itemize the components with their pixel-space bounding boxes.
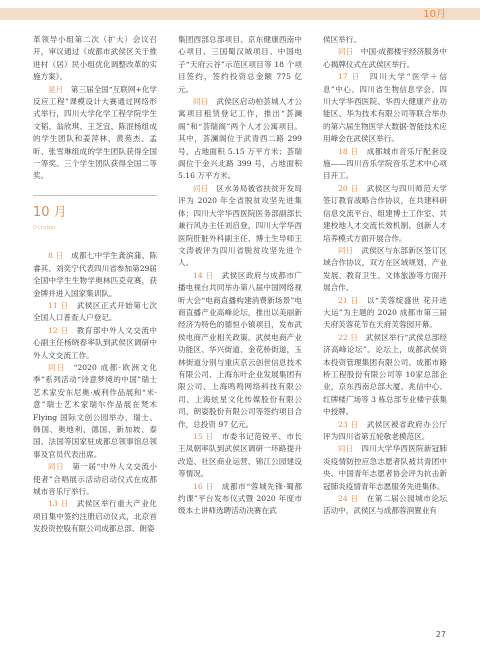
entry-text: 武侯区政府与成都市广播电视台共同举办第八届中国网络视听大会“电商直播构建消费新场景”电商直播产业高峰论坛，推出以美丽新经济为特色的德恒小镇项目，发布武侯电商产业相关政策。武侯电商产业功能区、华兴街道、金花桥街道，玉林街道分别与重庆京云创世信息技术有限公司、上海东叶企业发展集团有限公司、上海鸣鸣网络科技有限公司、上海炫星文化传媒股份有限公司、朗姿股份有限公司等签约项目合作，总投资 97 亿元。 bbox=[178, 270, 303, 429]
entry-date: 17 日 bbox=[338, 72, 361, 82]
entry-date: 8 日 bbox=[48, 251, 64, 261]
chronicle-entry bbox=[178, 183, 302, 270]
header-month: 10月 bbox=[423, 9, 446, 20]
page-number: 27 bbox=[435, 630, 446, 639]
chronicle-entry bbox=[323, 71, 447, 145]
column-2 bbox=[178, 34, 302, 518]
entry-date: 13 日 bbox=[48, 499, 69, 509]
chronicle-entry bbox=[178, 96, 302, 183]
chronicle-entry bbox=[33, 34, 157, 84]
chronicle-entry bbox=[323, 332, 447, 419]
entry-date: 18 日 bbox=[338, 146, 359, 156]
entry-date: 同日 bbox=[338, 444, 354, 454]
section-header bbox=[33, 195, 157, 234]
entry-text: 中国·成都楼宇经济服务中心揭牌仪式在武侯区举行。 bbox=[323, 47, 447, 69]
chronicle-entry bbox=[33, 362, 157, 461]
column-3 bbox=[323, 34, 447, 518]
entry-text: 集团西部总部项目、京东健康西南中心项目、三国蜀汉城项目、中国电子“天府云谷”示范区项目等 18 个项目签约，签约投资总金额 775 亿元。 bbox=[178, 35, 302, 94]
entry-text: 区水务局被省扶贫开发局评为 2020 年全省脱贫攻坚先进集体；四川大学华西医院医务部副部长兼行风办主任刘启登，四川大学华西医院肝脏外科副主任、博士生导师王文涛被评为四川省脱贫攻坚先进个人。 bbox=[178, 183, 303, 268]
entry-date: 同日 bbox=[338, 47, 354, 57]
entry-text: “2020 成都·欧洲文化季”系列活动“诗意梦境的中国”瑞士艺术家安东尼奥·威利作品展和“米·意”瑞士艺术家瑞尔作品展在梵木 Flying 国际文创公园举办，瑞士、韩国、奥地利、德国、新加坡、泰国、法国等国家驻成都总领事馆总领事及官员代表出席。 bbox=[33, 362, 157, 459]
entry-date: 22 日 bbox=[338, 332, 358, 342]
chronicle-entry bbox=[323, 146, 447, 183]
chronicle-entry bbox=[33, 250, 157, 300]
entry-text: 四川大学“医学＋信息”中心、四川省生物信息学会、四川大学华西医院、华西大健康产业功能区、华为技术有限公司等联合举办的第六届生物医学大数据·智能技术应用峰会在武侯区举行。 bbox=[323, 72, 447, 144]
chronicle-entry bbox=[33, 498, 157, 535]
entry-text: 以“芙蓉绽盛世 花开进大运”为主题的 2020 成都市第三届天府芙蓉花节在天府芙蓉园开幕。 bbox=[323, 295, 448, 330]
entry-date: 同日 bbox=[338, 245, 354, 255]
chronicle-entry bbox=[323, 295, 447, 332]
entry-text: 武侯区启动柏荟城人才公寓项目租赁登记工作，推出“荟澜阁”和“荟瑞阁”两个人才公寓项目。其中，荟澜阁位于武青西二路 299 号，占地面积 5.15 万平方米；荟瑞阁位于金兴北路 399 号，占地面积 5.16 万平方米。 bbox=[178, 97, 303, 181]
entry-date: 同日 bbox=[48, 362, 66, 372]
chronicle-entry bbox=[178, 34, 302, 96]
section-rule-top bbox=[33, 195, 157, 196]
entry-date: 同日 bbox=[193, 183, 209, 193]
entry-text: 武侯区举行“武侯总部经济高峰论坛”。论坛上，成都武侯资本投资管理集团有限公司、成都市路桥工程股份有限公司等 10家总部企业，京东西南总部大厦、兆信中心、红牌楼广场等 3 栋总部专业楼宇获集中授牌。 bbox=[323, 332, 447, 417]
entry-date: 同日 bbox=[193, 97, 209, 107]
entry-date: 24 日 bbox=[338, 494, 359, 504]
entry-text: 武侯区举行重大产业化项目集中签约注册启动仪式，北京首发投资控股有限公司成都总部、朗姿 bbox=[33, 499, 158, 534]
entry-text: 市委书记范锐平、市长王凤朝率队到武侯区调研一环路提升改造、社区商业运营、锦江公园建设等情况。 bbox=[178, 432, 303, 479]
entry-date: 同日 bbox=[48, 462, 65, 472]
chronicle-entry bbox=[178, 431, 302, 481]
entry-text: 第一届“中外人文交流小使者”合唱展示活动启动仪式在成都城市音乐厅举行。 bbox=[33, 462, 157, 496]
entry-text: 第三届全国“互联网+化学反应工程”课模设计大赛通过网络形式举行，四川大学化学工程学院学生文韬、翁欣琪、王芝宜、陈泯杨组成的学生团队和姜萍林、黄苑杰、孟昕、张雪琳组成的学生团队获得全国一等奖。三个学生团队获得全国二等奖。 bbox=[33, 84, 158, 181]
entry-text: 侯区举行。 bbox=[323, 35, 361, 44]
chronicle-entry bbox=[33, 325, 157, 362]
entry-text: 武侯区与四川师范大学签订教育战略合作协议，在共建科研信息交流平台、组建博士工作室、共建校地人才交流长效机制、创新人才培养模式方面开展合作。 bbox=[323, 183, 448, 243]
header-band bbox=[0, 8, 480, 20]
chronicle-entry bbox=[323, 34, 447, 46]
chronicle-entry bbox=[33, 300, 157, 325]
entry-date: 21 日 bbox=[338, 295, 359, 305]
chronicle-entry bbox=[323, 443, 447, 493]
chronicle-entry bbox=[33, 461, 157, 498]
entry-date: 14 日 bbox=[193, 270, 214, 280]
entry-date: 16 日 bbox=[193, 481, 214, 491]
entry-text: 成都七中学生龚滨蒲、陈睿其、刘奕宁代表四川省参加第29届全国中学生生物学奥林匹克竞赛，获金牌并进入国家集训队。 bbox=[33, 251, 158, 298]
header-bar bbox=[0, 0, 480, 24]
entry-date: 是月 bbox=[48, 84, 64, 94]
entry-text: 成都城市音乐厅配套设施——四川音乐学院音乐艺术中心项目开工。 bbox=[323, 146, 448, 181]
chronicle-entry bbox=[323, 419, 447, 444]
entry-date: 11 日 bbox=[48, 300, 69, 310]
chronicle-entry bbox=[323, 183, 447, 245]
entry-date: 20 日 bbox=[338, 183, 359, 193]
entry-text: 武侯区被省政府办公厅评为四川省第五轮敬老模范区。 bbox=[323, 419, 448, 441]
entry-date: 23 日 bbox=[338, 419, 359, 429]
chronicle-entry bbox=[323, 245, 447, 295]
chronicle-entry bbox=[323, 493, 447, 518]
entry-date: 12 日 bbox=[48, 325, 69, 335]
section-title: 10 月 bbox=[33, 204, 67, 220]
entry-text: 武侯区正式开始第七次全国人口普查人户登记。 bbox=[33, 300, 158, 323]
chronicle-entry bbox=[33, 84, 157, 183]
entry-text: 成都市“蓉城先锋·蜀都约课”平台发布仪式暨 2020 年度市级本土讲师选聘活动决赛在武 bbox=[178, 481, 303, 516]
entry-text: 在第二届公园城市论坛活动中，武侯区与成都蓉润置业有 bbox=[323, 494, 448, 516]
column-1-top-entries bbox=[33, 34, 157, 183]
chronicle-entry bbox=[323, 46, 447, 71]
column-1-bottom-entries bbox=[33, 250, 157, 535]
chronicle-entry bbox=[178, 481, 302, 518]
entry-text: 革领导小组第二次（扩大）会议召开，审议通过《成都市武侯区关于推进村（居）民小组优化调整改革的实施方案》。 bbox=[33, 35, 157, 82]
entry-date: 15 日 bbox=[193, 432, 214, 441]
column-1 bbox=[33, 34, 157, 536]
section-subtitle: October bbox=[33, 224, 57, 231]
entry-text: 武侯区与东部新区签订区域合作协议，双方在区域规划、产业发展、教育卫生、文体旅游等方面开展合作。 bbox=[323, 245, 448, 293]
entry-text: 教育部中外人文交流中心副主任杨晓春率队到武侯区调研中外人文交流工作。 bbox=[33, 325, 158, 360]
chronicle-entry bbox=[178, 270, 302, 431]
entry-text: 四川大学华西医院新冠肺炎疫情防控应急志愿者队被共青团中央、中国青年志愿者协会评为抗击新冠肺炎疫情青年志愿服务先进集体。 bbox=[323, 444, 448, 491]
